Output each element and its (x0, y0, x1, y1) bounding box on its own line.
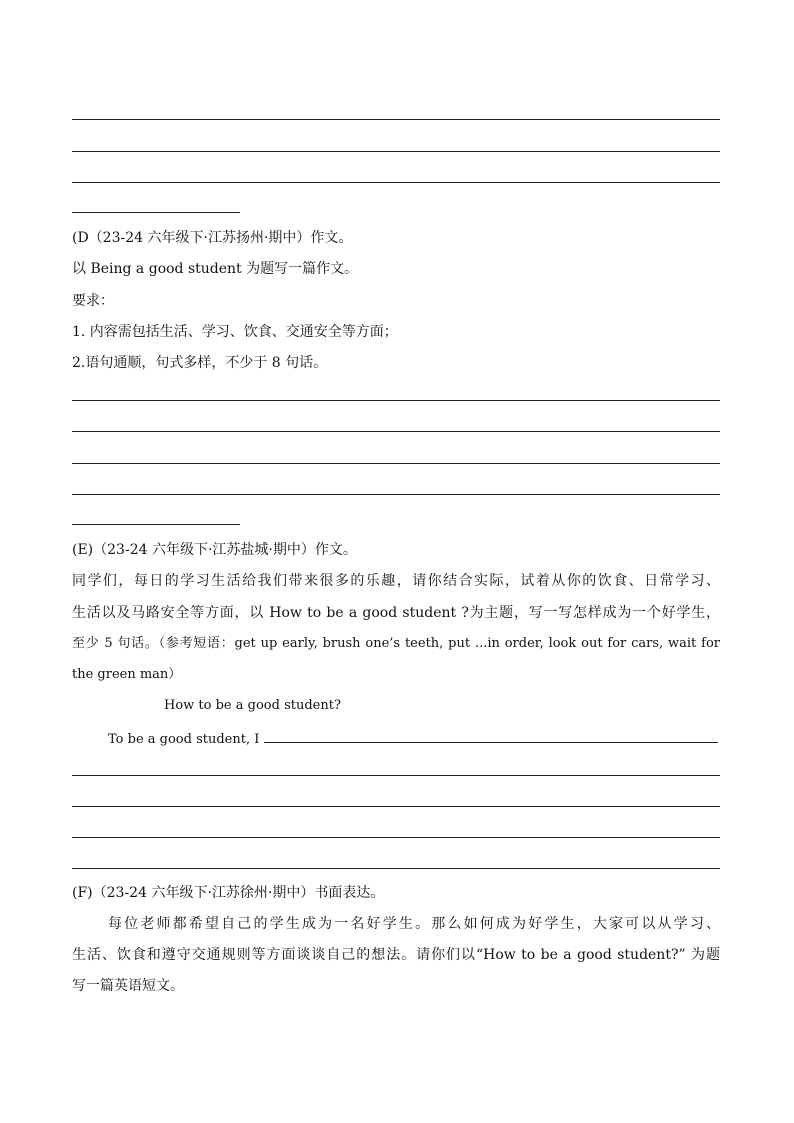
writing-line-short[interactable] (72, 524, 240, 525)
writing-line[interactable] (72, 400, 720, 401)
writing-line[interactable] (72, 182, 720, 183)
section-d-prompt: 以 Being a good student 为题写一篇作文。 (72, 261, 359, 277)
writing-line[interactable] (72, 837, 720, 838)
answer-blank[interactable] (264, 728, 718, 743)
section-d-requirements-label: 要求： (72, 293, 114, 309)
section-f-heading: (F)（23-24 六年级下·江苏徐州·期中）书面表达。 (72, 885, 385, 901)
writing-line[interactable] (72, 119, 720, 120)
section-d-requirement-1: 1. 内容需包括生活、学习、饮食、交通安全等方面； (72, 324, 398, 340)
writing-line[interactable] (72, 151, 720, 152)
writing-line[interactable] (72, 494, 720, 495)
section-e-paragraph-line: 至少 5 句话。（参考短语：get up early, brush one’s teeth, put ...in order, look out for cars, wait for (72, 636, 720, 651)
essay-start-line (108, 728, 718, 750)
section-e-paragraph-line: the green man） (72, 667, 182, 682)
section-d-requirement-2: 2.语句通顺，句式多样，不少于 8 句话。 (72, 355, 328, 371)
writing-line[interactable] (72, 806, 720, 807)
section-f-paragraph-line: 写一篇英语短文。 (72, 978, 184, 994)
writing-line[interactable] (72, 868, 720, 869)
section-f-paragraph-line: 每位老师都希望自己的学生成为一名好学生。那么如何成为好学生，大家可以从学习、 (108, 916, 720, 932)
writing-line[interactable] (72, 775, 720, 776)
essay-start-text: To be a good student, I (108, 732, 260, 747)
writing-line[interactable] (72, 463, 720, 464)
essay-title: How to be a good student? (164, 698, 341, 713)
section-e-paragraph-line: 生活以及马路安全等方面，以 How to be a good student ?为主题，写一写怎样成为一个好学生， (72, 605, 720, 621)
section-e-heading: (E)（23-24 六年级下·江苏盐城·期中）作文。 (72, 542, 357, 558)
section-e-paragraph-line: 同学们，每日的学习生活给我们带来很多的乐趣，请你结合实际，试着从你的饮食、日常学习、 (72, 573, 720, 589)
writing-line[interactable] (72, 431, 720, 432)
section-d-heading: (D（23-24 六年级下·江苏扬州·期中）作文。 (72, 230, 353, 246)
writing-line-short[interactable] (72, 212, 240, 213)
section-f-paragraph-line: 生活、饮食和遵守交通规则等方面谈谈自己的想法。请你们以“How to be a good student?” 为题 (72, 947, 720, 963)
